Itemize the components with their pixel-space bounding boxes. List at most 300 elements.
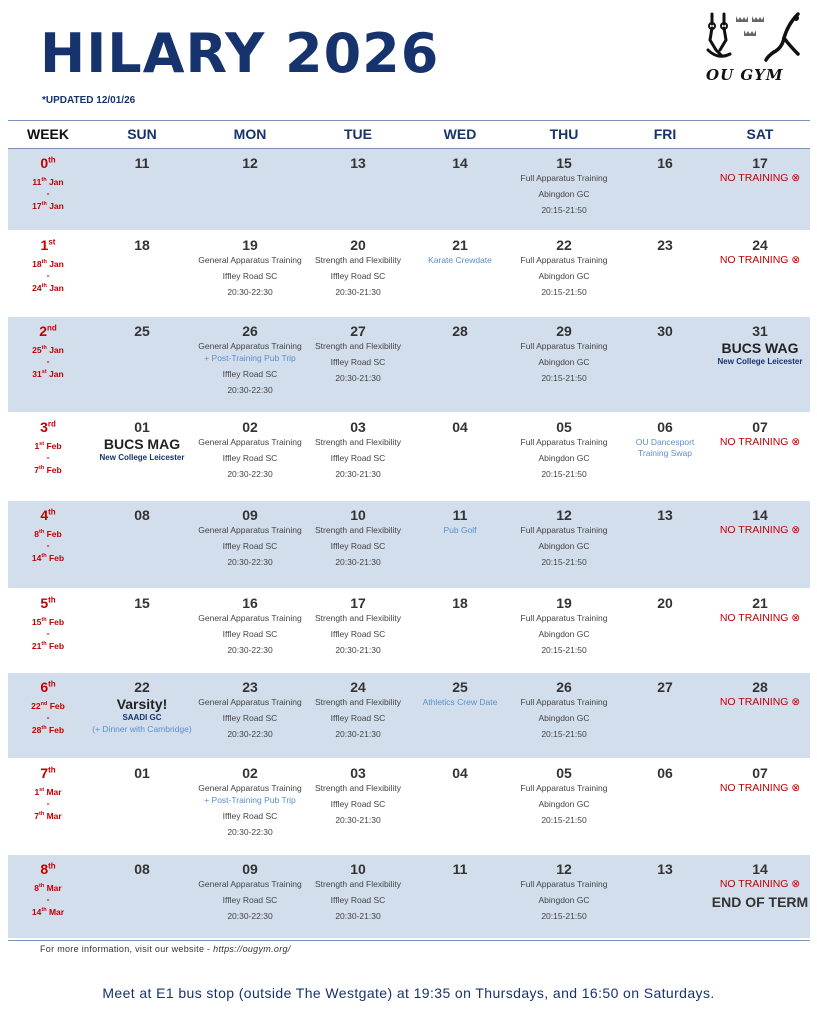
session-time: 20:30-21:30 (335, 557, 381, 567)
range-end (8, 199, 88, 212)
day-number: 17 (752, 155, 768, 171)
session-time: 20:30-21:30 (335, 729, 381, 739)
day-number: 07 (752, 419, 768, 435)
day-number: 11 (452, 861, 468, 877)
session-venue: Iffley Road SC (330, 713, 386, 723)
session-venue: Iffley Road SC (330, 271, 386, 281)
no-training-label: NO TRAINING ⊗ (719, 612, 801, 624)
day-cell-sun (88, 759, 196, 854)
week-date-range (8, 615, 88, 652)
session-venue: Abingdon GC (538, 541, 590, 551)
day-cell-tue (304, 589, 412, 672)
day-cell-fri (620, 317, 710, 412)
day-number: 02 (242, 765, 258, 781)
day-cell-thu (508, 759, 620, 854)
session-time: 20:30-21:30 (335, 645, 381, 655)
session-time: 20:30-22:30 (227, 469, 273, 479)
no-training-label: NO TRAINING ⊗ (719, 696, 801, 708)
range-end (8, 639, 88, 652)
range-end-suffix: th (41, 906, 47, 913)
social-event: OU Dancesport Training Swap (635, 437, 695, 458)
range-end-suffix: th (41, 724, 47, 731)
range-dash: - (46, 451, 50, 462)
day-number: 24 (752, 237, 768, 253)
range-end-day: 28 (31, 724, 42, 735)
range-start-month: Mar (46, 786, 62, 797)
range-end-month: Mar (48, 906, 65, 917)
week-num-value: 7 (40, 765, 49, 781)
session-name: Strength and Flexibility (315, 341, 401, 351)
day-number: 02 (242, 419, 258, 435)
week-num-suffix: st (48, 237, 56, 247)
day-number: 21 (452, 237, 468, 253)
session-name: Strength and Flexibility (315, 879, 401, 889)
range-start-month: Feb (46, 440, 62, 451)
day-number: 05 (556, 765, 572, 781)
session-venue: Iffley Road SC (222, 541, 278, 551)
week-number (8, 323, 88, 339)
day-number: 24 (350, 679, 366, 695)
session-name: Strength and Flexibility (315, 255, 401, 265)
week-cell (8, 589, 88, 672)
day-cell-wed (412, 673, 508, 758)
week-row (8, 413, 810, 501)
week-date-range (8, 785, 88, 822)
week-num-suffix: th (48, 861, 56, 871)
week-row (8, 317, 810, 413)
session-venue: Abingdon GC (538, 357, 590, 367)
session-name: General Apparatus Training (198, 879, 302, 889)
day-number: 26 (242, 323, 258, 339)
range-end-day: 14 (31, 552, 42, 563)
day-number: 25 (134, 323, 150, 339)
day-number: 04 (452, 765, 468, 781)
day-cell-thu (508, 149, 620, 230)
range-start (8, 175, 88, 188)
day-cell-sat (710, 589, 810, 672)
session-venue: Iffley Road SC (330, 541, 386, 551)
day-cell-mon (196, 673, 304, 758)
day-cell-mon (196, 149, 304, 230)
range-end-month: Jan (49, 368, 64, 379)
range-end (8, 905, 88, 918)
range-start-month: Feb (46, 528, 62, 539)
website-note (40, 944, 291, 954)
week-num-value: 3 (40, 419, 48, 435)
range-end-suffix: th (39, 464, 45, 471)
day-number: 12 (556, 507, 572, 523)
week-num-value: 2 (39, 323, 47, 339)
session-name: General Apparatus Training (198, 783, 302, 793)
header-day: THU (549, 126, 579, 142)
session-name: General Apparatus Training (198, 255, 302, 265)
day-cell-sun (88, 673, 196, 758)
day-cell-fri (620, 501, 710, 588)
day-number: 20 (350, 237, 366, 253)
day-number: 27 (350, 323, 366, 339)
day-number: 05 (556, 419, 572, 435)
day-number: 08 (134, 861, 150, 877)
day-number: 19 (556, 595, 572, 611)
day-cell-wed (412, 231, 508, 316)
day-cell-thu (508, 589, 620, 672)
session-venue: Iffley Road SC (222, 811, 278, 821)
week-number (8, 419, 88, 435)
week-num-value: 6 (40, 679, 49, 695)
range-start-suffix: th (41, 617, 47, 623)
social-event: Pub Golf (443, 525, 477, 535)
session-venue: Iffley Road SC (222, 453, 278, 463)
day-number: 10 (350, 507, 366, 523)
day-number: 06 (657, 419, 673, 435)
week-number (8, 765, 88, 781)
range-dash: - (46, 797, 50, 808)
day-cell-sat (710, 855, 810, 938)
range-start-month: Feb (49, 700, 65, 711)
range-dash: - (46, 627, 50, 638)
event-venue: New College Leicester (717, 357, 803, 366)
day-cell-sun (88, 317, 196, 412)
week-number (8, 237, 88, 253)
session-venue: Abingdon GC (538, 895, 590, 905)
range-start-day: 22 (31, 700, 41, 711)
range-end-day: 7 (34, 464, 40, 475)
session-time: 20:15-21:50 (541, 287, 587, 297)
session-venue: Iffley Road SC (330, 453, 386, 463)
day-number: 12 (242, 155, 258, 171)
session-time: 20:30-22:30 (227, 911, 273, 921)
day-number: 14 (752, 507, 768, 523)
day-number: 13 (657, 507, 673, 523)
session-time: 20:15-21:50 (541, 729, 587, 739)
range-end-suffix: th (41, 200, 47, 207)
week-date-range (8, 527, 88, 564)
range-dash: - (46, 711, 50, 722)
header-day: SAT (746, 126, 774, 142)
session-venue: Iffley Road SC (330, 895, 386, 905)
session-venue: Iffley Road SC (330, 799, 386, 809)
day-cell-fri (620, 673, 710, 758)
session-name: Full Apparatus Training (520, 613, 608, 623)
day-cell-fri (620, 759, 710, 854)
session-name: Strength and Flexibility (315, 525, 401, 535)
day-number: 19 (242, 237, 258, 253)
session-time: 20:15-21:50 (541, 815, 587, 825)
range-end-suffix: th (41, 640, 47, 647)
session-venue: Iffley Road SC (222, 713, 278, 723)
day-cell-fri (620, 589, 710, 672)
range-end-suffix: th (41, 282, 47, 289)
header-week: WEEK (27, 126, 69, 142)
session-name: General Apparatus Training (198, 437, 302, 447)
range-start-day: 15 (31, 616, 42, 627)
session-venue: Abingdon GC (538, 629, 590, 639)
day-cell-thu (508, 317, 620, 412)
day-number: 13 (350, 155, 366, 171)
range-start (8, 699, 88, 712)
day-cell-mon (196, 317, 304, 412)
calendar-table (8, 120, 810, 939)
week-date-range (8, 439, 88, 476)
range-start-day: 8 (34, 882, 40, 893)
day-number: 22 (556, 237, 572, 253)
session-time: 20:30-22:30 (227, 287, 273, 297)
week-row (8, 855, 810, 939)
day-cell-tue (304, 855, 412, 938)
day-number: 18 (452, 595, 468, 611)
week-cell (8, 317, 88, 412)
week-num-suffix: nd (47, 323, 57, 333)
day-number: 15 (134, 595, 150, 611)
day-cell-tue (304, 317, 412, 412)
range-end (8, 367, 88, 380)
day-number: 30 (657, 323, 673, 339)
range-start (8, 881, 88, 894)
week-date-range (8, 881, 88, 918)
range-start-suffix: th (41, 345, 47, 351)
week-cell (8, 231, 88, 316)
session-venue: Abingdon GC (538, 189, 590, 199)
range-end (8, 551, 88, 564)
week-number (8, 595, 88, 611)
session-venue: Iffley Road SC (330, 357, 386, 367)
day-number: 10 (350, 861, 366, 877)
day-cell-sat (710, 413, 810, 500)
week-num-suffix: rd (47, 419, 56, 429)
day-number: 09 (242, 507, 258, 523)
session-name: General Apparatus Training (198, 341, 302, 351)
day-number: 26 (556, 679, 572, 695)
session-time: 20:15-21:50 (541, 557, 587, 567)
event-venue: SAADI GC (122, 713, 162, 722)
session-time: 20:30-22:30 (227, 729, 273, 739)
range-dash: - (46, 187, 50, 198)
session-time: 20:15-21:50 (541, 469, 587, 479)
session-venue: Abingdon GC (538, 713, 590, 723)
session-time: 20:30-22:30 (227, 827, 273, 837)
day-cell-sat (710, 673, 810, 758)
website-prefix: For more information, visit our website - (40, 944, 214, 954)
day-number: 04 (452, 419, 468, 435)
day-number: 18 (134, 237, 150, 253)
session-time: 20:30-22:30 (227, 557, 273, 567)
day-cell-sun (88, 501, 196, 588)
divider (8, 940, 810, 941)
day-cell-wed (412, 855, 508, 938)
day-number: 25 (452, 679, 468, 695)
range-start (8, 785, 88, 798)
range-start-month: Jan (48, 176, 64, 187)
session-venue: Iffley Road SC (222, 369, 278, 379)
event-title: BUCS WAG (721, 340, 799, 356)
website-link[interactable]: https://ougym.org/ (213, 944, 291, 954)
range-start (8, 615, 88, 628)
session-name: Strength and Flexibility (315, 437, 401, 447)
day-number: 22 (134, 679, 150, 695)
session-name: Full Apparatus Training (520, 697, 608, 707)
header-day: FRI (653, 126, 677, 142)
session-name: General Apparatus Training (198, 525, 302, 535)
day-number: 20 (657, 595, 673, 611)
session-name: Strength and Flexibility (315, 613, 401, 623)
day-number: 21 (752, 595, 768, 611)
day-number: 23 (242, 679, 258, 695)
event-title: Varsity! (116, 696, 168, 712)
range-start-suffix: st (39, 787, 45, 793)
day-cell-tue (304, 231, 412, 316)
day-number: 14 (752, 861, 768, 877)
logo-text: OU GYM (706, 66, 784, 84)
day-cell-fri (620, 231, 710, 316)
day-cell-thu (508, 501, 620, 588)
day-cell-thu (508, 855, 620, 938)
event-venue: New College Leicester (99, 453, 185, 462)
range-start (8, 257, 88, 270)
no-training-label: NO TRAINING ⊗ (719, 254, 801, 266)
day-cell-mon (196, 589, 304, 672)
range-start-day: 25 (32, 344, 42, 355)
day-cell-sat (710, 231, 810, 316)
session-time: 20:15-21:50 (541, 205, 587, 215)
day-cell-mon (196, 413, 304, 500)
session-time: 20:15-21:50 (541, 911, 587, 921)
range-start-day: 18 (32, 258, 42, 269)
range-end-suffix: st (41, 368, 47, 375)
range-end-day: 31 (32, 368, 42, 379)
day-cell-wed (412, 317, 508, 412)
week-cell (8, 149, 88, 230)
day-cell-mon (196, 231, 304, 316)
week-number (8, 861, 88, 877)
session-time: 20:30-22:30 (227, 385, 273, 395)
week-number (8, 679, 88, 695)
day-cell-sun (88, 855, 196, 938)
day-cell-tue (304, 149, 412, 230)
range-end-month: Feb (48, 724, 65, 735)
week-num-suffix: th (48, 155, 56, 165)
week-num-suffix: th (48, 507, 56, 517)
week-row (8, 589, 810, 673)
range-end (8, 463, 88, 476)
week-number (8, 507, 88, 523)
day-number: 23 (657, 237, 673, 253)
range-end-month: Feb (48, 640, 65, 651)
day-number: 09 (242, 861, 258, 877)
day-number: 07 (752, 765, 768, 781)
header-day: WED (443, 126, 477, 142)
day-cell-thu (508, 413, 620, 500)
session-name: Full Apparatus Training (520, 783, 608, 793)
day-number: 31 (752, 323, 768, 339)
session-venue: Iffley Road SC (222, 895, 278, 905)
session-name: Full Apparatus Training (520, 173, 608, 183)
range-end-suffix: th (39, 810, 45, 817)
day-cell-wed (412, 413, 508, 500)
day-cell-wed (412, 759, 508, 854)
week-row (8, 759, 810, 855)
session-name: Full Apparatus Training (520, 255, 608, 265)
week-cell (8, 673, 88, 758)
session-time: 20:30-21:30 (335, 815, 381, 825)
week-cell (8, 413, 88, 500)
day-number: 11 (134, 155, 150, 171)
day-cell-tue (304, 501, 412, 588)
day-cell-thu (508, 231, 620, 316)
no-training-label: NO TRAINING ⊗ (719, 878, 801, 890)
day-number: 06 (657, 765, 673, 781)
range-end-day: 21 (31, 640, 42, 651)
day-cell-sun (88, 149, 196, 230)
day-cell-sat (710, 501, 810, 588)
day-cell-sun (88, 231, 196, 316)
week-row (8, 673, 810, 759)
range-end (8, 281, 88, 294)
day-number: 11 (452, 507, 468, 523)
session-time: 20:30-22:30 (227, 645, 273, 655)
session-venue: Iffley Road SC (330, 629, 386, 639)
week-row (8, 501, 810, 589)
session-name: Full Apparatus Training (520, 341, 608, 351)
day-number: 08 (134, 507, 150, 523)
range-end-day: 24 (32, 282, 42, 293)
day-cell-fri (620, 413, 710, 500)
session-name: Full Apparatus Training (520, 437, 608, 447)
range-dash: - (46, 355, 50, 366)
range-dash: - (46, 269, 50, 280)
meeting-note: Meet at E1 bus stop (outside The Westgate) at 19:35 on Thursdays, and 16:50 on Saturdays. (102, 985, 715, 1001)
range-start-month: Jan (49, 258, 64, 269)
day-number: 12 (556, 861, 572, 877)
session-name: General Apparatus Training (198, 697, 302, 707)
range-start-month: Feb (48, 616, 65, 627)
day-cell-wed (412, 589, 508, 672)
session-venue: Abingdon GC (538, 799, 590, 809)
day-cell-mon (196, 501, 304, 588)
day-number: 28 (752, 679, 768, 695)
session-name: Full Apparatus Training (520, 525, 608, 535)
day-number: 28 (452, 323, 468, 339)
range-start (8, 343, 88, 356)
range-end (8, 809, 88, 822)
week-date-range (8, 175, 88, 212)
range-start-suffix: nd (40, 701, 48, 707)
range-end-day: 17 (32, 200, 42, 211)
session-venue: Iffley Road SC (222, 271, 278, 281)
day-cell-sat (710, 759, 810, 854)
day-number: 14 (452, 155, 468, 171)
day-cell-tue (304, 673, 412, 758)
day-cell-thu (508, 673, 620, 758)
range-dash: - (46, 893, 50, 904)
range-end-day: 7 (34, 810, 40, 821)
day-number: 16 (657, 155, 673, 171)
no-training-label: NO TRAINING ⊗ (719, 172, 801, 184)
week-num-suffix: th (48, 595, 56, 605)
week-row (8, 149, 810, 231)
day-number: 03 (350, 419, 366, 435)
day-cell-sun (88, 413, 196, 500)
no-training-label: NO TRAINING ⊗ (719, 782, 801, 794)
week-cell (8, 759, 88, 854)
session-time: 20:30-21:30 (335, 469, 381, 479)
range-start-month: Mar (46, 882, 62, 893)
range-start-suffix: th (39, 883, 45, 889)
day-cell-fri (620, 149, 710, 230)
range-end-day: 14 (31, 906, 42, 917)
range-end-month: Feb (46, 464, 62, 475)
week-date-range (8, 699, 88, 736)
week-date-range (8, 257, 88, 294)
